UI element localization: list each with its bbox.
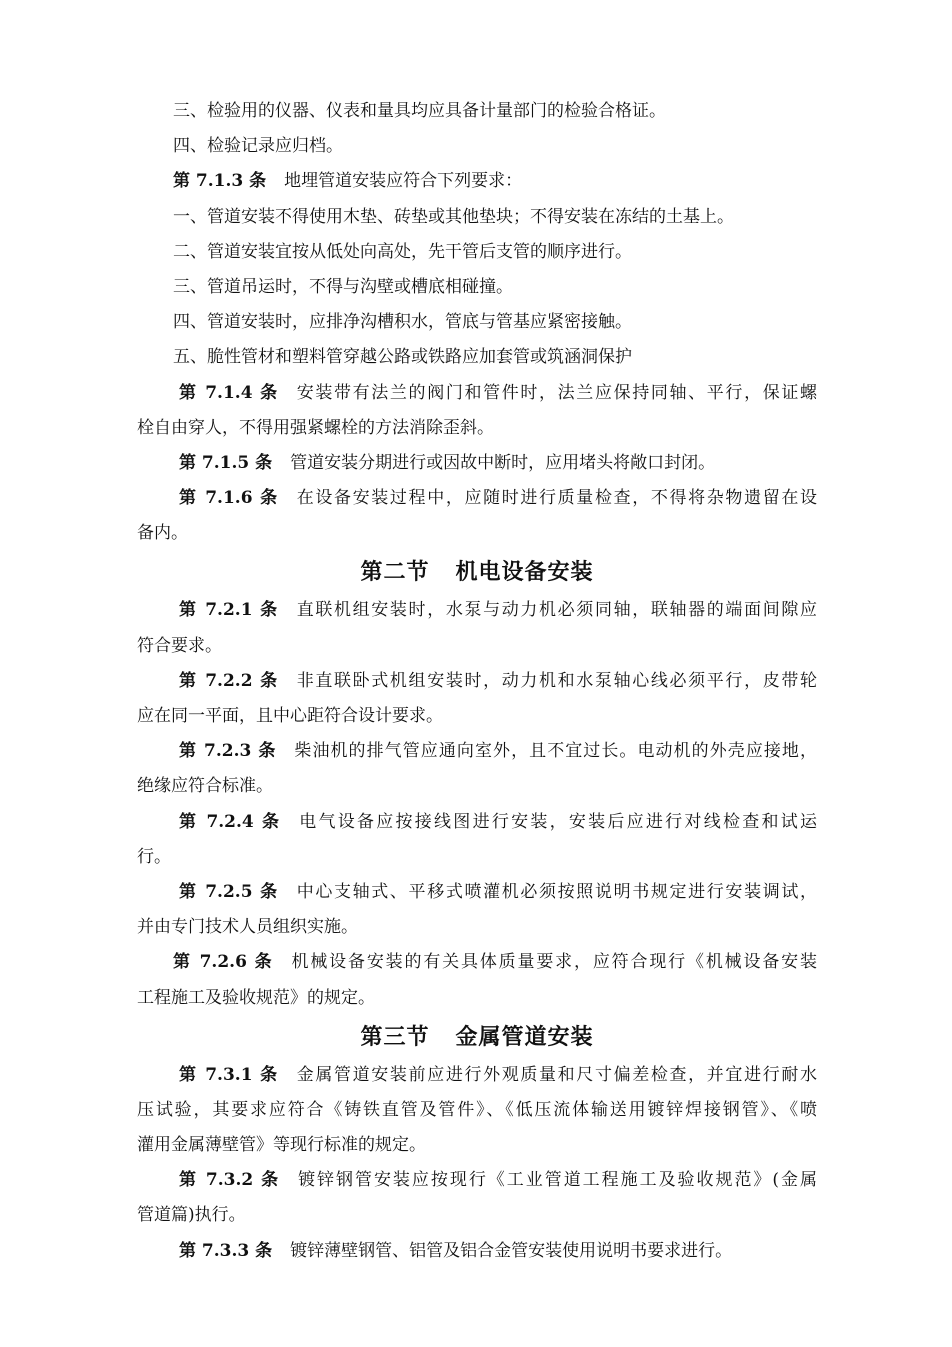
article-text: 镀锌薄壁钢管、铝管及铝合金管安装使用说明书要求进行。 [290, 1240, 733, 1261]
text-line: 三、管道吊运时，不得与沟壁或槽底相碰撞。 [173, 276, 513, 297]
article-7-3-1 [137, 1058, 817, 1093]
text-line: 二、管道安装宜按从低处向高处，先干管后支管的顺序进行。 [173, 241, 632, 262]
article-7-3-3 [137, 1234, 817, 1269]
text-line: 四、检验记录应归档。 [173, 136, 343, 157]
document-body [137, 94, 817, 1269]
article-7-2-4 [137, 805, 817, 840]
article-number: 第 7.2.2 条 [179, 670, 279, 691]
text-line: 压试验，其要求应符合《铸铁直管及管件》、《低压流体输送用镀锌焊接钢管》、《喷 [137, 1099, 817, 1120]
article-number: 第 7.1.4 条 [179, 382, 279, 403]
text-line: 符合要求。 [137, 635, 222, 656]
article-number: 第 7.1.6 条 [179, 488, 279, 509]
article-7-2-3 [137, 734, 817, 769]
article-text: 电气设备应按接线图进行安装，安装后应进行对线检查和试运 [299, 811, 817, 832]
article-text: 管道安装分期进行或因故中断时，应用堵头将敞口封闭。 [290, 452, 716, 473]
article-number: 第 7.2.1 条 [179, 600, 279, 621]
article-7-1-6 [137, 481, 817, 516]
section-title: 机电设备安装 [455, 559, 594, 586]
text-line: 备内。 [137, 523, 188, 544]
article-number: 第 7.2.3 条 [179, 741, 277, 762]
article-number: 第 7.3.2 条 [179, 1170, 281, 1191]
article-number: 第 7.1.3 条 [173, 171, 267, 192]
section-title: 金属管道安装 [455, 1023, 594, 1050]
article-7-1-5 [137, 446, 817, 481]
text-line: 工程施工及验收规范》的规定。 [137, 987, 375, 1008]
text-line: 五、脆性管材和塑料管穿越公路或铁路应加套管或筑涵洞保护 [173, 347, 632, 368]
article-number: 第 7.2.6 条 [173, 952, 274, 973]
article-number: 第 7.2.4 条 [179, 811, 282, 832]
article-text: 柴油机的排气管应通向室外，且不宜过长。电动机的外壳应接地， [294, 741, 817, 762]
article-7-1-3 [137, 164, 817, 199]
text-line: 三、检验用的仪器、仪表和量具均应具备计量部门的检验合格证。 [173, 101, 666, 121]
text-line: 绝缘应符合标准。 [137, 776, 273, 797]
article-number: 第 7.1.5 条 [179, 452, 273, 473]
section-number: 第二节 [360, 559, 430, 586]
article-number: 第 7.3.3 条 [179, 1240, 273, 1261]
text-line: 管道篇)执行。 [137, 1205, 246, 1226]
section-heading-3 [137, 1016, 817, 1058]
article-text: 镀锌钢管安装应按现行《工业管道工程施工及验收规范》(金属 [298, 1170, 817, 1191]
text-line: 行。 [137, 846, 171, 867]
article-text: 非直联卧式机组安装时，动力机和水泵轴心线必须平行，皮带轮 [296, 670, 817, 691]
article-number: 第 7.3.1 条 [179, 1064, 279, 1085]
article-text: 地埋管道安装应符合下列要求： [284, 171, 523, 192]
article-7-2-5 [137, 875, 817, 910]
section-number: 第三节 [360, 1023, 430, 1050]
article-number: 第 7.2.5 条 [179, 881, 279, 902]
article-7-1-4 [137, 376, 817, 411]
text-line: 并由专门技术人员组织实施。 [137, 917, 358, 938]
article-text: 中心支轴式、平移式喷灌机必须按照说明书规定进行安装调试， [296, 881, 817, 902]
article-7-3-2 [137, 1163, 817, 1198]
text-line: 一、管道安装不得使用木垫、砖垫或其他垫块；不得安装在冻结的土基上。 [173, 206, 734, 227]
article-7-2-2 [137, 664, 817, 699]
article-7-2-1 [137, 593, 817, 628]
article-text: 机械设备安装的有关具体质量要求，应符合现行《机械设备安装 [291, 952, 817, 973]
text-line: 灌用金属薄壁管》等现行标准的规定。 [137, 1135, 426, 1156]
article-7-2-6 [137, 945, 817, 980]
text-line: 四、管道安装时，应排净沟槽积水，管底与管基应紧密接触。 [173, 312, 632, 333]
article-text: 在设备安装过程中，应随时进行质量检查，不得将杂物遗留在设 [296, 488, 817, 509]
article-text: 安装带有法兰的阀门和管件时，法兰应保持同轴、平行，保证螺 [296, 382, 817, 403]
article-text: 金属管道安装前应进行外观质量和尺寸偏差检查，并宜进行耐水 [296, 1064, 817, 1085]
section-heading-2 [137, 551, 817, 593]
text-line: 栓自由穿人，不得用强紧螺栓的方法消除歪斜。 [137, 417, 494, 438]
article-text: 直联机组安装时，水泵与动力机必须同轴，联轴器的端面间隙应 [296, 600, 817, 621]
text-line: 应在同一平面，且中心距符合设计要求。 [137, 706, 443, 726]
